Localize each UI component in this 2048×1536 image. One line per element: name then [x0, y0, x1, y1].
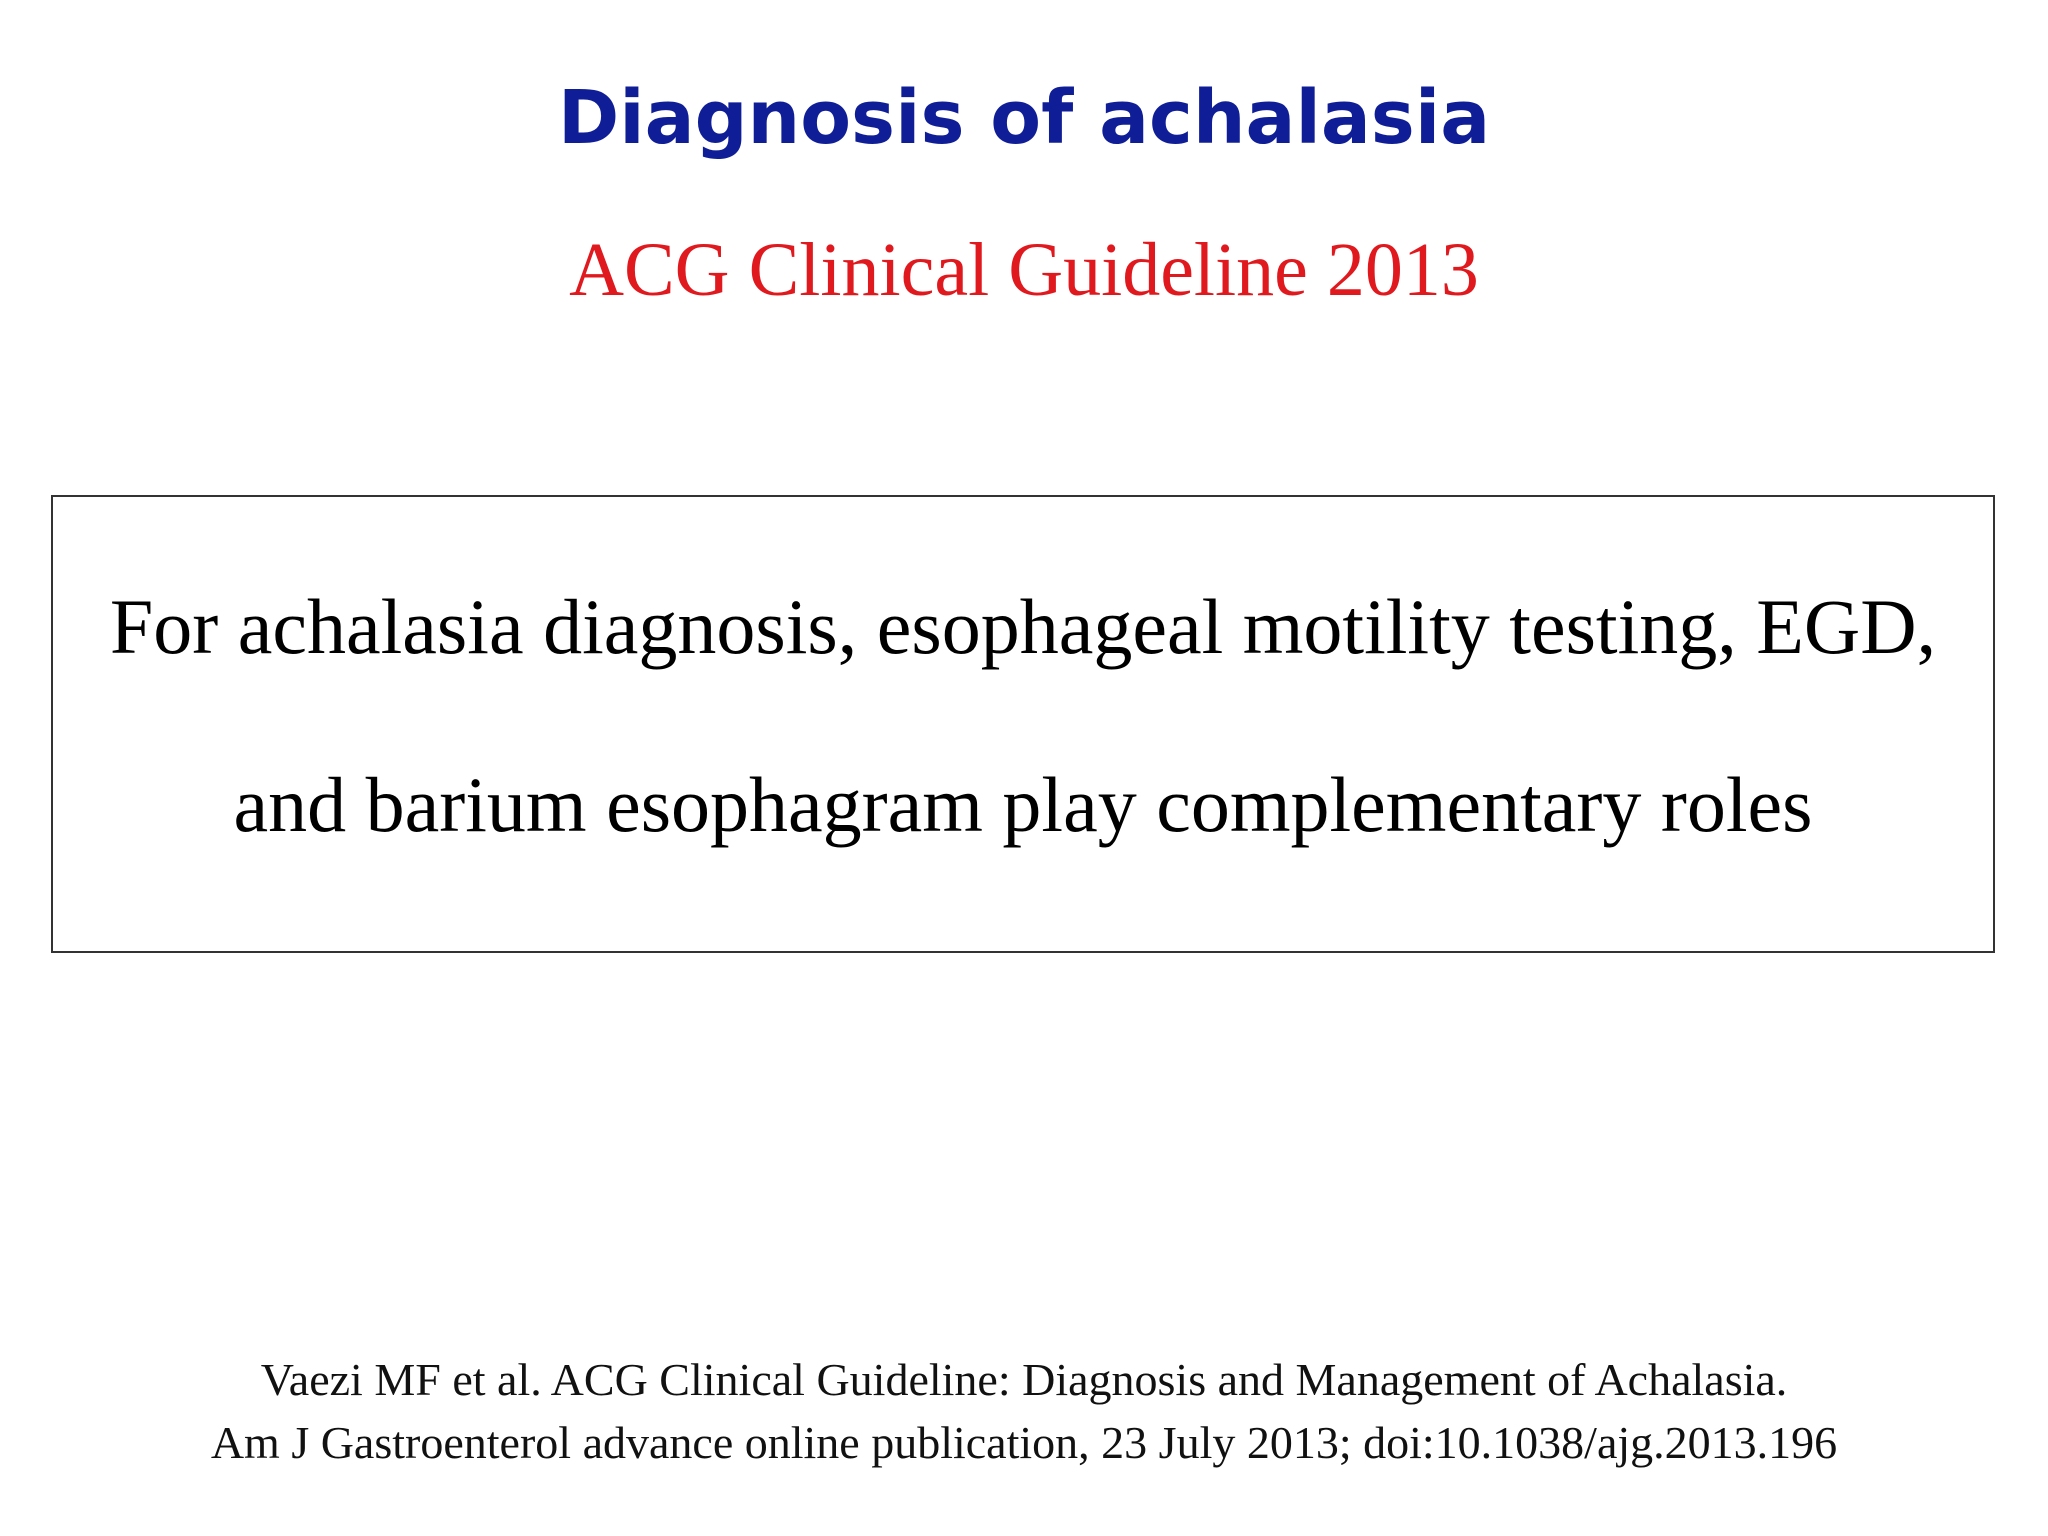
slide-title: Diagnosis of achalasia: [557, 75, 1491, 161]
citation-line-1: Vaezi MF et al. ACG Clinical Guideline: Diagnosis and Management of Achalasia.: [260, 1354, 1788, 1405]
statement-box: [51, 495, 1995, 953]
citation-line-2: Am J Gastroenterol advance online publication, 23 July 2013; doi:10.1038/ajg.2013.196: [210, 1417, 1838, 1468]
statement-line-1: For achalasia diagnosis, esophageal motility testing, EGD,: [109, 583, 1937, 670]
slide-subtitle: ACG Clinical Guideline 2013: [569, 228, 1479, 312]
statement-line-2: and barium esophagram play complementary roles: [233, 761, 1813, 848]
